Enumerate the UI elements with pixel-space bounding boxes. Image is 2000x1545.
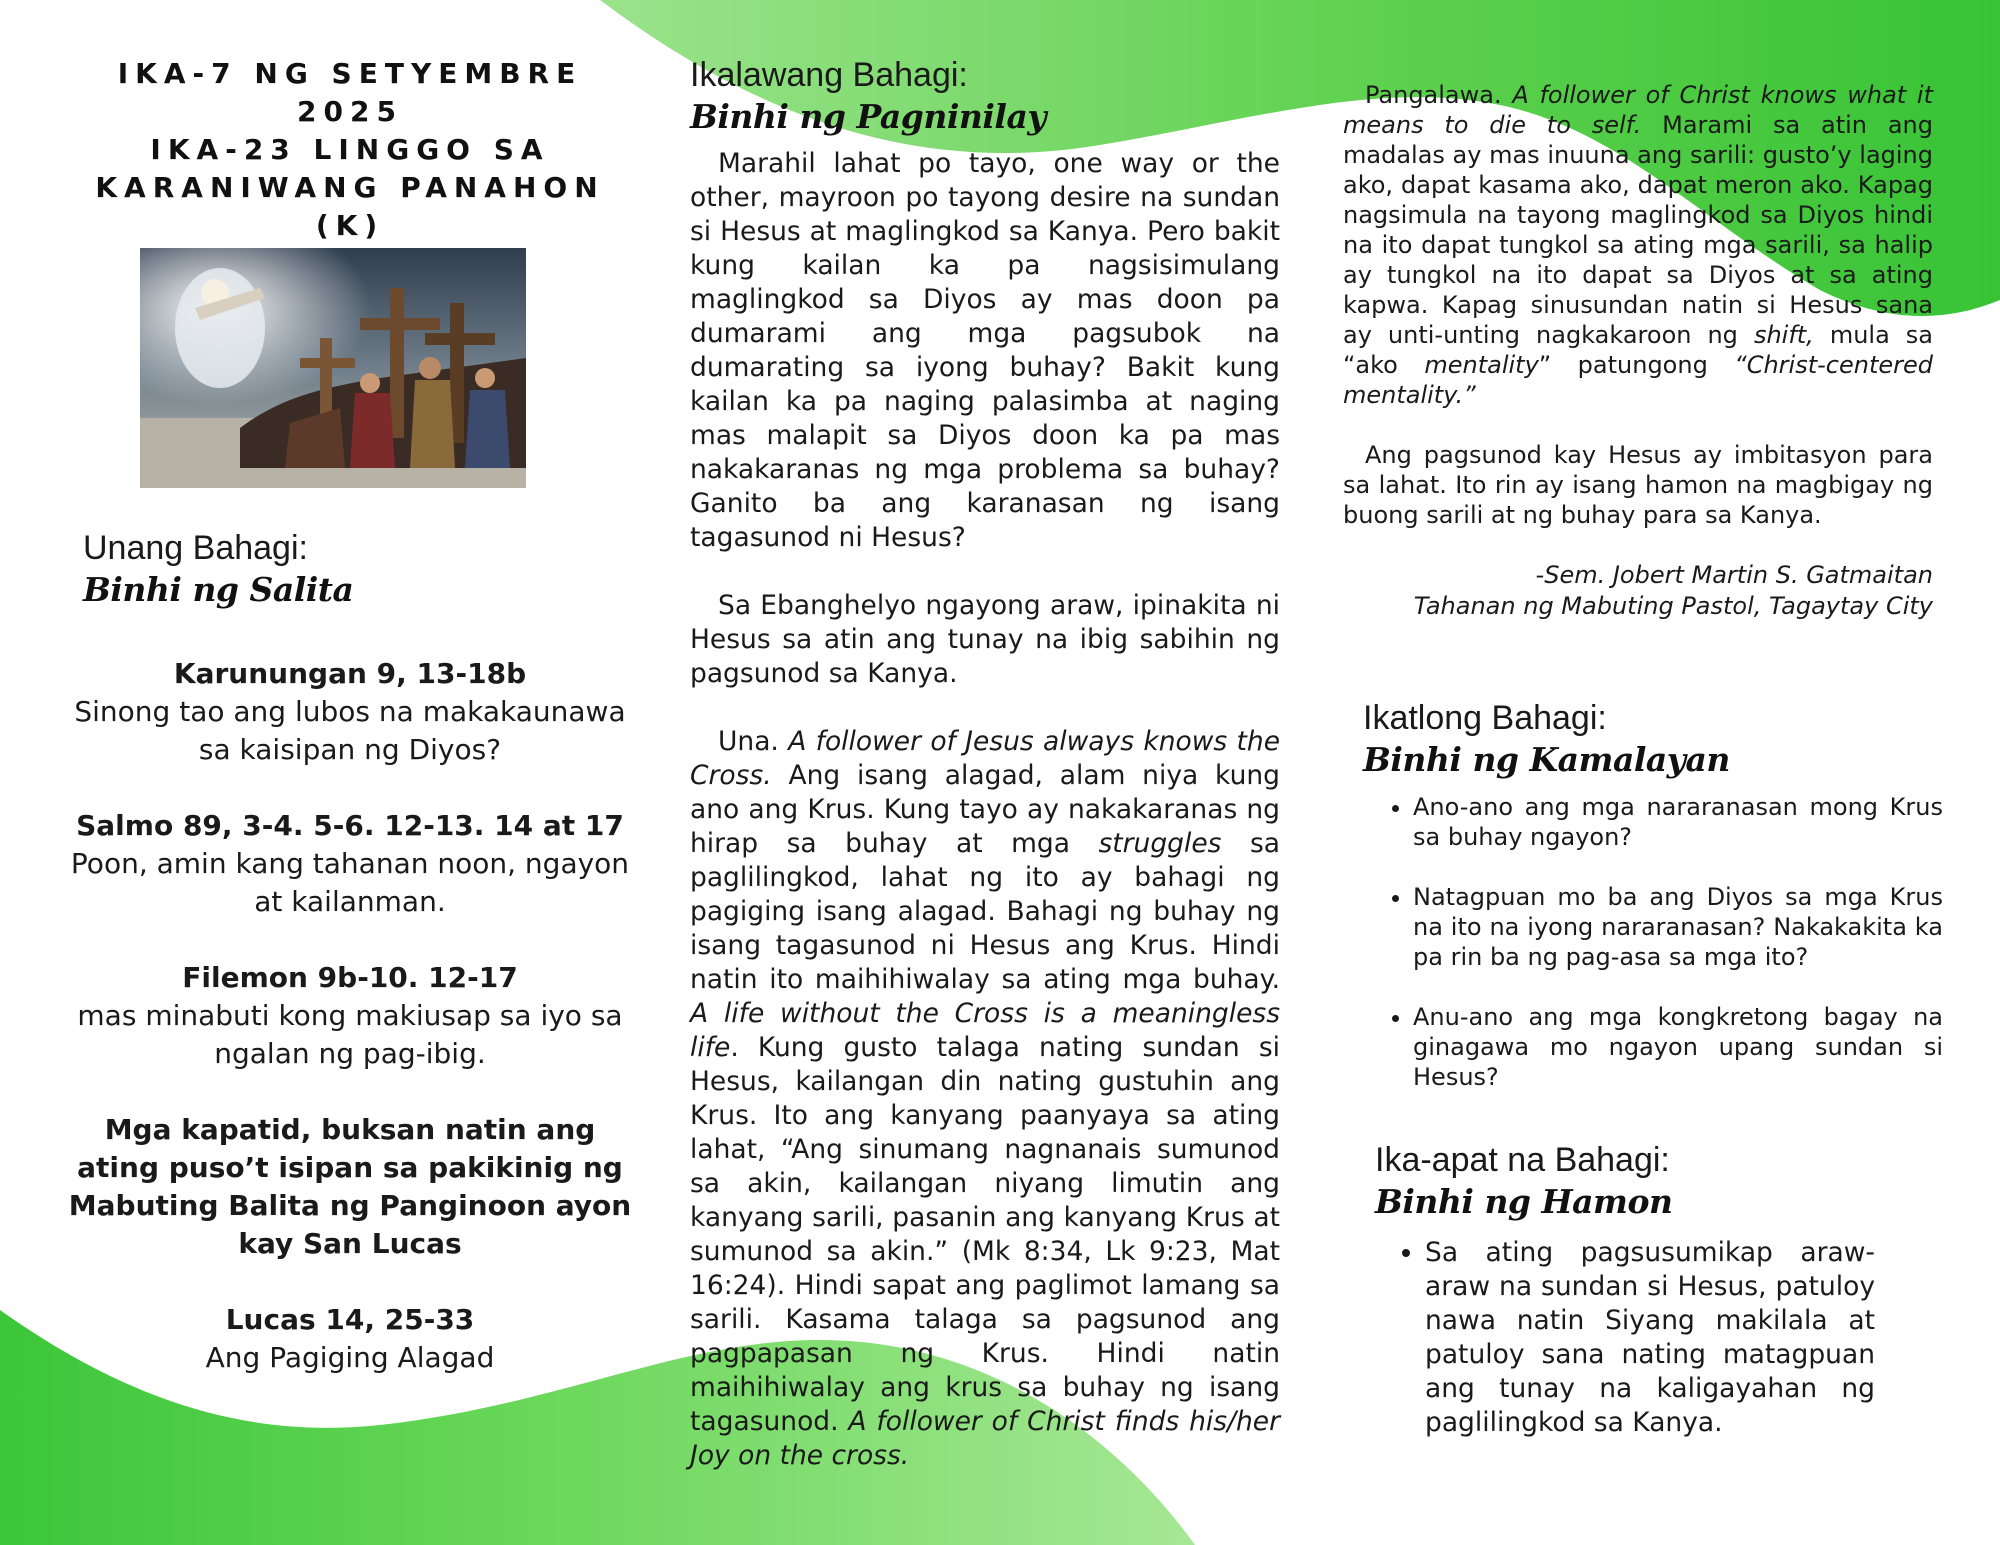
part1-heading [83,528,623,612]
reflection-column [690,55,1280,1507]
part3-section [1363,698,1943,1122]
gospel-invitation: Mga kapatid, buksan natin ang ating puso’t isipan sa pakikinig ng Mabuting Balita ng Panginoon ayon kay San Lucas [68,1113,632,1260]
reflection-paragraph-3: Una. A follower of Jesus always knows the Cross. Ang isang alagad, alam niya kung ano ang Krus. Kung tayo ay nakakaranas ng hirap sa buhay at mga struggles sa paglilingkod, lahat ng ito ay bahagi ng pagiging isang alagad. Bahagi ng buhay ng isang tagasunod ni Hesus ang Krus. Hindi natin ito maihihiwalay sa ating mga buhay. A life without the Cross is a meaningless life. Kung gusto talaga nating sundan si Hesus, kailangan din nating gustuhin ang Krus. Ito ang kanyang paanyaya sa ating lahat, “Ang sinumang nagnanais sumunod sa akin, kailangan niyang limutin ang kanyang sarili, pasanin ang kanyang Krus at sumunod sa akin.” (Mk 8:34, Lk 9:23, Mat 16:24). Hindi sapat ang paglimot lamang sa sarili. Kasama talaga sa pagsunod ang pagpapasan ng Krus. Hindi natin maihihiwalay ang krus sa buhay ng isang tagasunod. A follower of Christ finds his/her Joy on the cross. [690,726,1281,1471]
challenge-list [1375,1236,1875,1440]
challenge-item: • Sa ating pagsusumikap araw-araw na sundan si Hesus, patuloy nawa natin Siyang makilala at patuloy sana nating matagpuan ang tunay na kaligayahan ng paglilingkod sa Kanya. [1425,1236,1875,1440]
reflection-continued-text [1343,80,1933,530]
reflection-continued [1343,80,1933,622]
gospel-ref: Lucas 14, 25-33 [225,1303,475,1336]
gospel-block [65,1301,635,1377]
title-line-3: KARANIWANG PANAHON [95,171,605,204]
reflection-paragraph-4: Pangalawa. A follower of Christ knows what it means to die to self. Marami sa atin ang madalas ay mas inuuna ang sarili: gusto’y laging ako, dapat kasama ako, dapat meron ako. Kapag nagsimula na tayong maglingkod sa Diyos hindi na ito dapat tungkol sa ating mga sarili, sa halip ay tungkol na ito dapat sa Diyos at sa ating kapwa. Kapag sinusundan natin si Hesus sana ay unti-unting nagkakaroon ng shift, mula sa “ako mentality” patungong “Christ-centered mentality.” [1343,81,1934,409]
part1-label: Unang Bahagi: [83,529,308,567]
reflection-questions [1363,792,1943,1092]
part4-section [1375,1140,1875,1440]
jesus-carrying-cross-painting [140,248,526,488]
part3-subtitle: Binhi ng Kamalayan [1363,740,1730,779]
title-line-4: (K) [315,209,385,242]
reading-3-ref: Filemon 9b-10. 12-17 [182,961,518,994]
question-3: • Anu-ano ang mga kongkretong bagay na ginagawa mo ngayon upang sundan si Hesus? [1413,1002,1943,1092]
part1-subtitle: Binhi ng Salita [83,570,354,609]
title-line-1: IKA-7 NG SETYEMBRE 2025 [117,57,583,128]
part2-label: Ikalawang Bahagi: [690,56,968,94]
reading-1 [65,655,635,769]
reading-3-text: mas minabuti kong makiusap sa iyo sa ngalan ng pag-ibig. [77,999,623,1070]
part3-label: Ikatlong Bahagi: [1363,699,1607,737]
reading-1-ref: Karunungan 9, 13-18b [173,657,527,690]
reflection-paragraph-1: Marahil lahat po tayo, one way or the other, mayroon po tayong desire na sundan si Hesus at maglingkod sa Kanya. Pero bakit kung kailan ka pa nagsisimulang maglingkod sa Diyos ay mas doon pa dumarami ang mga pagsubok na dumarating sa iyong buhay? Bakit kung kailan ka pa naging palasimba at naging mas malapit sa Diyos doon ka pa mas nakakaranas ng mga problema sa buhay? Ganito ba ang karanasan ng isang tagasunod ni Hesus? [690,148,1280,553]
question-1: • Ano-ano ang mga nararanasan mong Krus sa buhay ngayon? [1413,792,1943,852]
gospel-title: Ang Pagiging Alagad [205,1341,495,1374]
reflection-paragraph-2: Sa Ebanghelyo ngayong araw, ipinakita ni Hesus sa atin ang tunay na ibig sabihin ng pagsunod sa Kanya. [690,590,1280,689]
reading-1-text: Sinong tao ang lubos na makakaunawa sa kaisipan ng Diyos? [74,695,626,766]
author-signature [1343,560,1933,622]
reading-3 [65,959,635,1073]
author-affiliation: Tahanan ng Mabuting Pastol, Tagaytay City [1413,592,1933,620]
reflection-text [690,147,1280,1473]
reading-2-text: Poon, amin kang tahanan noon, ngayon at kailanman. [70,847,630,918]
author-name: -Sem. Jobert Martin S. Gatmaitan [1535,561,1933,589]
reading-2-ref: Salmo 89, 3-4. 5-6. 12-13. 14 at 17 [76,809,624,842]
title-line-2: IKA-23 LINGGO SA [150,133,550,166]
part4-label: Ika-apat na Bahagi: [1375,1141,1670,1179]
question-2: • Natagpuan mo ba ang Diyos sa mga Krus na ito na iyong nararanasan? Nakakakita ka pa rin ba ng pag-asa sa mga ito? [1413,882,1943,972]
reflection-paragraph-5: Ang pagsunod kay Hesus ay imbitasyon para sa lahat. Ito rin ay isang hamon na magbigay ng buong sarili at ng buhay para sa Kanya. [1343,441,1933,529]
date-title [60,55,640,245]
part4-subtitle: Binhi ng Hamon [1375,1182,1673,1221]
reading-2 [65,807,635,921]
readings-list [65,655,635,1377]
part2-subtitle: Binhi ng Pagninilay [690,97,1047,136]
